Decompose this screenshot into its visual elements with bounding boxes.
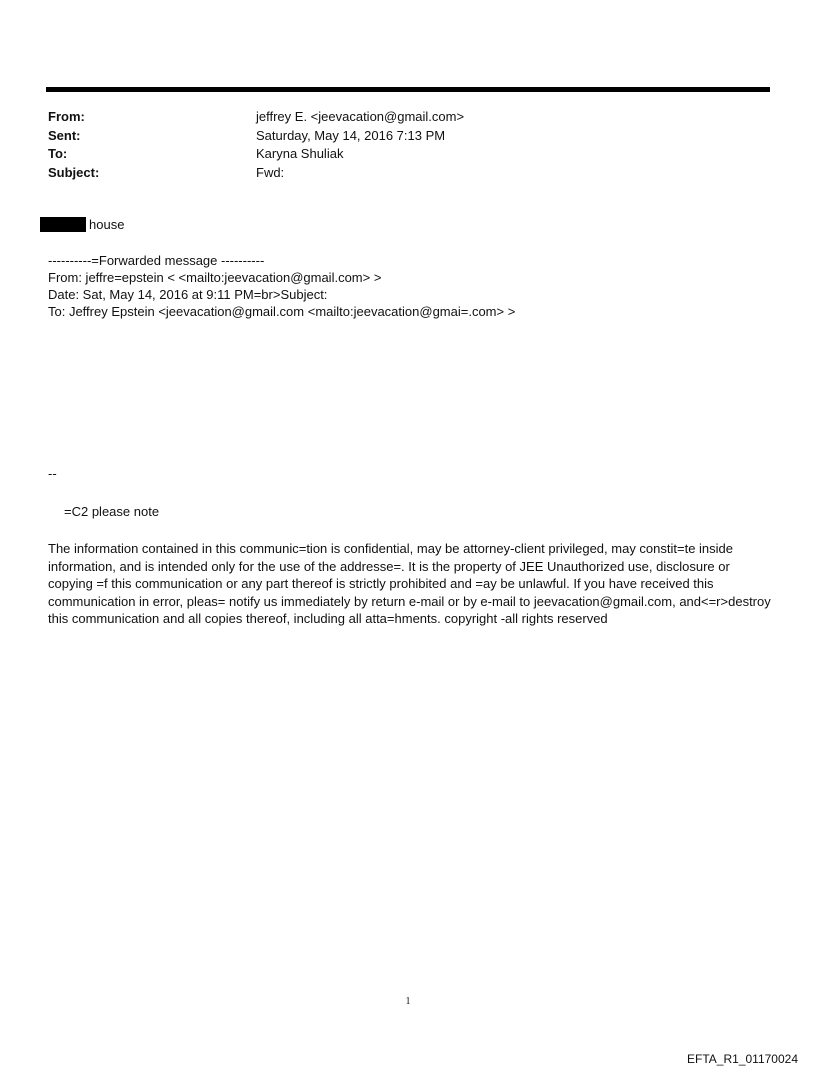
to-value: Karyna Shuliak: [256, 146, 344, 161]
document-id: EFTA_R1_01170024: [687, 1052, 798, 1066]
header-subject-row: [48, 164, 464, 183]
from-value: jeffrey E. <jeevacation@gmail.com>: [256, 109, 465, 124]
header-rule: [46, 87, 770, 92]
forwarded-to: To: Jeffrey Epstein <jeevacation@gmail.com <mailto:jeevacation@gmai=.com> >: [48, 304, 516, 319]
header-sent-row: [48, 127, 464, 146]
redaction-box: [40, 217, 86, 232]
header-from-row: [48, 108, 464, 127]
header-to-row: [48, 145, 464, 164]
sent-label: Sent:: [48, 127, 81, 143]
please-note: =C2 please note: [64, 504, 160, 519]
forwarded-from: From: jeffre=epstein < <mailto:jeevacation@gmail.com> >: [48, 270, 382, 285]
email-header: [48, 108, 464, 182]
page-number: 1: [405, 996, 411, 1007]
intro-text: house: [89, 217, 125, 232]
subject-value: Fwd:: [256, 164, 285, 180]
forwarded-marker: ----------=Forwarded message ----------: [48, 253, 265, 268]
intro-line: [40, 216, 124, 233]
confidentiality-disclaimer: The information contained in this communic=tion is confidential, may be attorney-client privileged, may constit=te inside information, and is intended only for the use of the addresse=. It is the property of JEE Unauthorized use, disclosure or copying =f this communication or any part thereof is strictly prohibited and =ay be unlawful. If you have received this communication in error, pleas= notify us immediately by return e-mail or by e-mail to jeevacation@gmail.com, and<=r>destroy this communication and all copies thereof, including all atta=hments. copyright -all rights reserved: [48, 541, 771, 627]
forwarded-date: Date: Sat, May 14, 2016 at 9:11 PM=br>Subject:: [48, 287, 328, 302]
sent-value: Saturday, May 14, 2016 7:13 PM: [256, 127, 446, 143]
from-label: From:: [48, 109, 85, 124]
signature-dash: --: [48, 466, 57, 481]
subject-label: Subject:: [48, 164, 100, 180]
to-label: To:: [48, 146, 68, 161]
